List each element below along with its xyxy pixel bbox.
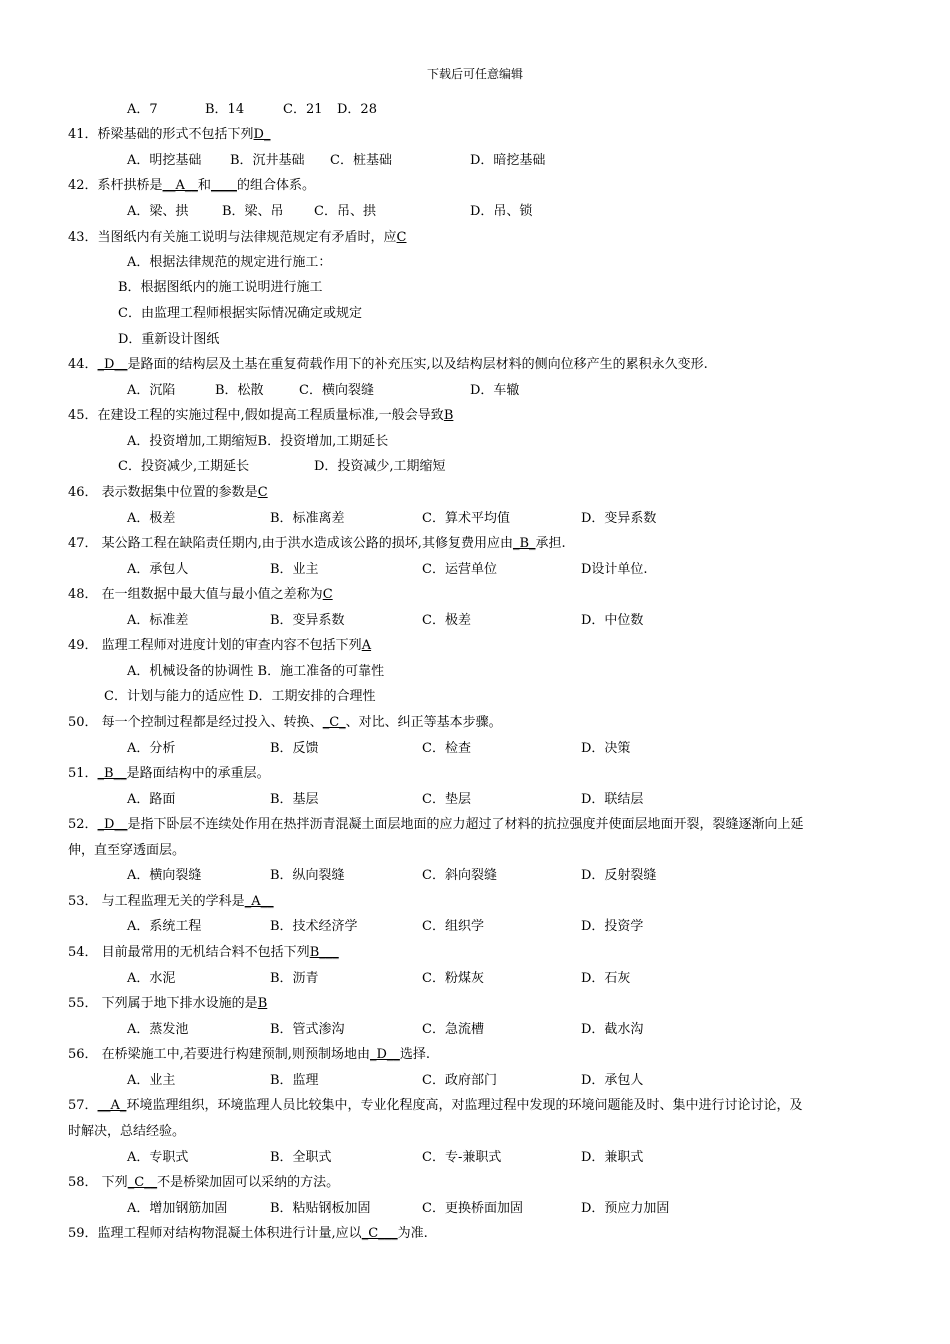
option-text: C．斜向裂缝 xyxy=(422,868,497,883)
question-line xyxy=(118,279,323,297)
answer-blank: A xyxy=(361,638,372,653)
option-text: A．标准差 xyxy=(127,613,189,628)
question-text: 是路面的结构层及土基在重复荷载作用下的补充压实,以及结构层材料的侧向位移产生的累积永久变形. xyxy=(127,357,708,372)
question-line xyxy=(68,1174,339,1192)
question-text: 为准. xyxy=(397,1226,428,1241)
option-text: C．横向裂缝 xyxy=(299,383,374,398)
question-text: 55． 下列属于地下排水设施的是 xyxy=(68,996,258,1011)
option-text: A．路面 xyxy=(127,792,176,807)
option-text: A．增加钢筋加固 xyxy=(127,1201,228,1216)
answer-blank: _A__ xyxy=(244,894,274,909)
question-text: 42．系杆拱桥是 xyxy=(68,178,163,193)
option-text: C．桩基础 xyxy=(330,153,392,168)
option-text: C．更换桥面加固 xyxy=(422,1201,523,1216)
question-line xyxy=(68,407,453,425)
question-line xyxy=(68,765,270,783)
option-text: D．车辙 xyxy=(470,383,520,398)
option-text: A．沉陷 xyxy=(127,383,176,398)
question-line xyxy=(68,1225,428,1243)
question-line xyxy=(127,433,388,451)
answer-blank: B xyxy=(257,996,268,1011)
option-text: B．粘贴钢板加固 xyxy=(270,1201,371,1216)
option-text: B．反馈 xyxy=(270,741,319,756)
question-text: 43．当图纸内有关施工说明与法律规范规定有矛盾时，应 xyxy=(68,230,397,245)
option-text: C．算术平均值 xyxy=(422,511,510,526)
option-text: C．极差 xyxy=(422,613,471,628)
option-text: B．监理 xyxy=(270,1073,319,1088)
question-text: 49． 监理工程师对进度计划的审查内容不包括下列 xyxy=(68,638,362,653)
option-text: C．组织学 xyxy=(422,919,484,934)
question-line xyxy=(68,177,315,195)
question-line xyxy=(68,229,407,247)
question-line xyxy=(118,331,219,349)
question-line xyxy=(68,1097,802,1115)
option-text: B．松散 xyxy=(215,383,264,398)
option-text: C．政府部门 xyxy=(422,1073,497,1088)
question-text: C．计划与能力的适应性 D．工期安排的合理性 xyxy=(104,689,376,704)
option-text: A．分析 xyxy=(127,741,176,756)
question-text: 52． xyxy=(68,817,98,832)
option-text: A．极差 xyxy=(127,511,176,526)
question-text: 不是桥梁加固可以采纳的方法。 xyxy=(157,1175,340,1190)
question-line xyxy=(127,254,331,272)
option-text: D．截水沟 xyxy=(581,1022,644,1037)
option-text: B．标准离差 xyxy=(270,511,345,526)
question-text: 58． 下列 xyxy=(68,1175,128,1190)
question-line xyxy=(68,637,371,655)
option-text: B．基层 xyxy=(270,792,319,807)
option-text: A．承包人 xyxy=(127,562,189,577)
question-line xyxy=(118,305,362,323)
option-text: D．中位数 xyxy=(581,613,644,628)
question-line xyxy=(68,1123,185,1141)
option-text: C．检查 xyxy=(422,741,471,756)
option-text: A．专职式 xyxy=(127,1150,189,1165)
option-text: C．21 xyxy=(283,102,323,117)
answer-blank: __A__ xyxy=(162,178,198,193)
option-text: B．14 xyxy=(205,102,245,117)
question-text: 承担. xyxy=(535,536,566,551)
option-text: A．梁、拱 xyxy=(127,204,189,219)
question-line xyxy=(68,893,274,911)
option-text: D．反射裂缝 xyxy=(581,868,657,883)
answer-blank: ____ xyxy=(210,178,237,193)
option-text: D．投资学 xyxy=(581,919,644,934)
question-text: 环境监理组织，环境监理人员比较集中，专业化程度高，对监理过程中发现的环境问题能及时、集中进行讨论讨论，及 xyxy=(126,1098,803,1113)
answer-blank: _C___ xyxy=(361,1226,398,1241)
question-line xyxy=(68,356,708,374)
question-line xyxy=(68,535,566,553)
question-text: 45．在建设工程的实施过程中,假如提高工程质量标准,一般会导致 xyxy=(68,408,444,423)
question-text: A．机械设备的协调性 B．施工准备的可靠性 xyxy=(127,664,385,679)
question-line xyxy=(68,714,502,732)
question-text: 时解决，总结经验。 xyxy=(68,1124,186,1139)
question-text: A．根据法律规范的规定进行施工： xyxy=(127,255,332,270)
answer-blank: _B__ xyxy=(97,766,127,781)
question-text: 选择. xyxy=(399,1047,431,1062)
answer-blank: _D__ xyxy=(97,817,128,832)
question-text: 44． xyxy=(68,357,98,372)
option-text: A．系统工程 xyxy=(127,919,202,934)
option-text: A．横向裂缝 xyxy=(127,868,202,883)
question-text: 47． 某公路工程在缺陷责任期内,由于洪水造成该公路的损坏,其修复费用应由 xyxy=(68,536,513,551)
option-text: D．28 xyxy=(337,102,377,117)
question-line xyxy=(104,688,376,706)
option-text: B．沥青 xyxy=(270,971,319,986)
question-text: 和 xyxy=(197,178,211,193)
question-text: C．由监理工程师根据实际情况确定或规定 xyxy=(118,306,362,321)
question-text: 是指下卧层不连续处作用在热拌沥青混凝土面层地面的应力超过了材料的抗拉强度并使面层地面开裂，裂缝逐渐向上延 xyxy=(127,817,804,832)
option-text: D．吊、锁 xyxy=(470,204,533,219)
question-text: 的组合体系。 xyxy=(236,178,315,193)
option-text: B．业主 xyxy=(270,562,319,577)
option-text: A．水泥 xyxy=(127,971,176,986)
question-text: 46． 表示数据集中位置的参数是 xyxy=(68,485,258,500)
answer-blank: _C_ xyxy=(322,715,346,730)
answer-blank: D_ xyxy=(253,127,271,142)
answer-blank: C xyxy=(322,587,333,602)
option-text: D．预应力加固 xyxy=(581,1201,670,1216)
answer-blank: B___ xyxy=(309,945,339,960)
question-line xyxy=(68,126,270,144)
answer-blank: _C__ xyxy=(127,1175,158,1190)
option-text: B．技术经济学 xyxy=(270,919,358,934)
question-line xyxy=(68,842,185,860)
question-text: A．投资增加,工期缩短B．投资增加,工期延长 xyxy=(127,434,389,449)
question-text: 50． 每一个控制过程都是经过投入、转换、 xyxy=(68,715,323,730)
option-text: D．联结层 xyxy=(581,792,644,807)
question-text: 48． 在一组数据中最大值与最小值之差称为 xyxy=(68,587,323,602)
question-line xyxy=(68,995,267,1013)
question-line xyxy=(68,484,268,502)
question-line xyxy=(127,663,384,681)
question-text: 53． 与工程监理无关的学科是 xyxy=(68,894,245,909)
question-line xyxy=(68,586,333,604)
option-text: C．运营单位 xyxy=(422,562,497,577)
option-text: D．暗挖基础 xyxy=(470,153,546,168)
option-text: A．7 xyxy=(127,102,158,117)
option-text: C．垫层 xyxy=(422,792,471,807)
option-text: D．兼职式 xyxy=(581,1150,644,1165)
question-line xyxy=(68,816,804,834)
question-line xyxy=(68,1046,430,1064)
option-text: C．急流槽 xyxy=(422,1022,484,1037)
question-text: 56． 在桥梁施工中,若要进行构建预制,则预制场地由 xyxy=(68,1047,370,1062)
question-text: 54． 目前最常用的无机结合料不包括下列 xyxy=(68,945,310,960)
option-text: B．纵向裂缝 xyxy=(270,868,345,883)
question-text: 、对比、纠正等基本步骤。 xyxy=(345,715,502,730)
answer-blank: C xyxy=(257,485,268,500)
option-text: C．投资减少,工期延长 xyxy=(118,459,250,474)
answer-blank: _D__ xyxy=(97,357,128,372)
question-text: 57． xyxy=(68,1098,98,1113)
answer-blank: C xyxy=(396,230,407,245)
option-text: C．粉煤灰 xyxy=(422,971,484,986)
question-text: 41．桥梁基础的形式不包括下列 xyxy=(68,127,254,142)
option-text: D．变异系数 xyxy=(581,511,657,526)
option-text: D．石灰 xyxy=(581,971,631,986)
option-text: C．吊、拱 xyxy=(314,204,376,219)
option-text: D．投资减少,工期缩短 xyxy=(314,459,446,474)
question-text: 伸，直至穿透面层。 xyxy=(68,843,186,858)
option-text: D．决策 xyxy=(581,741,631,756)
page-header: 下载后可任意编辑 xyxy=(426,67,523,81)
option-text: B．管式渗沟 xyxy=(270,1022,345,1037)
answer-blank: __A_ xyxy=(97,1098,127,1113)
question-text: 是路面结构中的承重层。 xyxy=(126,766,270,781)
option-text: B．全职式 xyxy=(270,1150,332,1165)
question-text: B．根据图纸内的施工说明进行施工 xyxy=(118,280,323,295)
option-text: D设计单位. xyxy=(581,562,648,577)
option-text: B．梁、吊 xyxy=(222,204,284,219)
answer-blank: B xyxy=(443,408,454,423)
option-text: D．承包人 xyxy=(581,1073,644,1088)
question-text: 51． xyxy=(68,766,98,781)
answer-blank: _B_ xyxy=(512,536,536,551)
option-text: A．蒸发池 xyxy=(127,1022,189,1037)
option-text: B．沉井基础 xyxy=(230,153,305,168)
option-text: A．明挖基础 xyxy=(127,153,202,168)
option-text: B．变异系数 xyxy=(270,613,345,628)
option-text: A．业主 xyxy=(127,1073,176,1088)
question-text: D．重新设计图纸 xyxy=(118,332,220,347)
question-line xyxy=(68,944,339,962)
answer-blank: _D__ xyxy=(369,1047,400,1062)
option-text: C．专-兼职式 xyxy=(422,1150,502,1165)
question-text: 59．监理工程师对结构物混凝土体积进行计量,应以 xyxy=(68,1226,362,1241)
